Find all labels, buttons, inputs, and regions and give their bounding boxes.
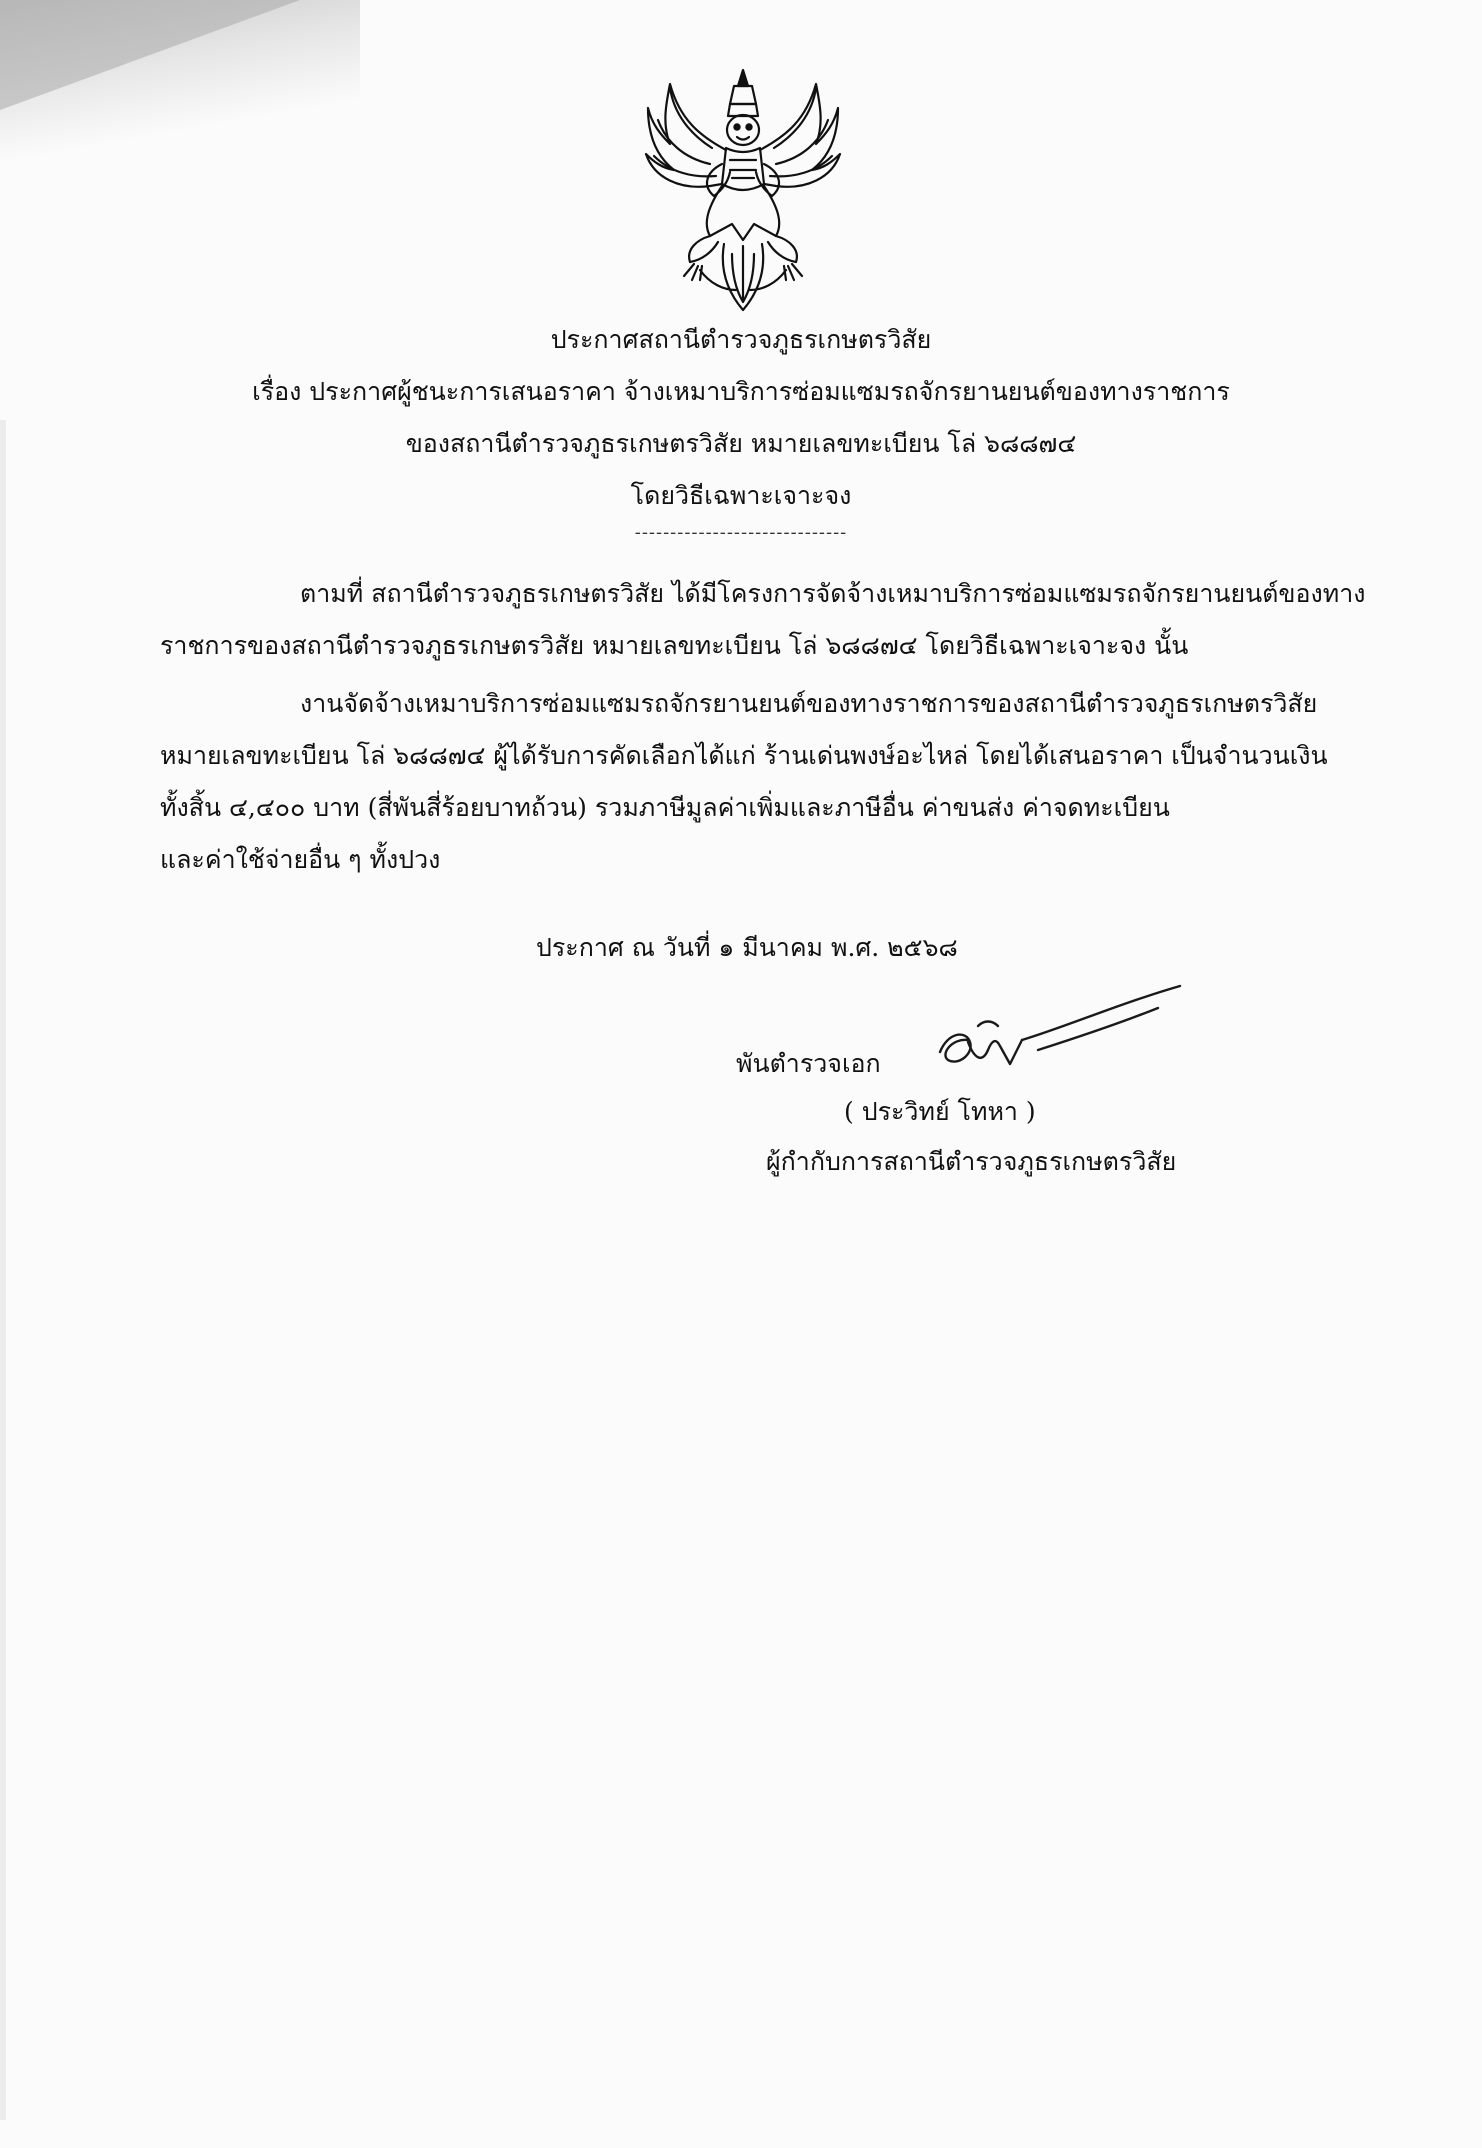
paragraph-2-line-2: หมายเลขทะเบียน โล่ ๖๘๘๗๔ ผู้ได้รับการคัดเลือกได้แก่ ร้านเด่นพงษ์อะไหล่ โดยได้เสนอราคา เป็นจำนวนเงิน bbox=[160, 741, 1328, 770]
paper-edge bbox=[0, 420, 6, 2120]
signatory-name: ( ประวิทย์ โทหา ) bbox=[844, 1097, 1036, 1126]
folded-corner bbox=[0, 0, 300, 110]
paragraph-1-line-1: ตามที่ สถานีตำรวจภูธรเกษตรวิสัย ได้มีโครงการจัดจ้างเหมาบริการซ่อมแซมรถจักรยานยนต์ของทาง bbox=[300, 579, 1366, 608]
signatory-position: ผู้กำกับการสถานีตำรวจภูธรเกษตรวิสัย bbox=[766, 1147, 1177, 1176]
subject-line-3: โดยวิธีเฉพาะเจาะจง bbox=[630, 481, 852, 510]
paragraph-2-line-1: งานจัดจ้างเหมาบริการซ่อมแซมรถจักรยานยนต์ของทางราชการของสถานีตำรวจภูธรเกษตรวิสัย bbox=[300, 689, 1318, 718]
signatory-rank: พันตำรวจเอก bbox=[736, 1049, 881, 1078]
garuda-emblem-icon bbox=[640, 64, 846, 320]
paragraph-2-line-3: ทั้งสิ้น ๔,๔๐๐ บาท (สี่พันสี่ร้อยบาทถ้วน) รวมภาษีมูลค่าเพิ่มและภาษีอื่น ค่าขนส่ง ค่าจดทะเบียน bbox=[160, 793, 1170, 822]
office-title: ประกาศสถานีตำรวจภูธรเกษตรวิสัย bbox=[550, 325, 932, 354]
announcement-date: ประกาศ ณ วันที่ ๑ มีนาคม พ.ศ. ๒๕๖๘ bbox=[536, 933, 958, 962]
heading-divider: ------------------------------ bbox=[634, 522, 848, 543]
paragraph-1-line-2: ราชการของสถานีตำรวจภูธรเกษตรวิสัย หมายเลขทะเบียน โล่ ๖๘๘๗๔ โดยวิธีเฉพาะเจาะจง นั้น bbox=[160, 631, 1189, 660]
subject-line-1: เรื่อง ประกาศผู้ชนะการเสนอราคา จ้างเหมาบริการซ่อมแซมรถจักรยานยนต์ของทางราชการ bbox=[252, 377, 1230, 406]
paragraph-2-line-4: และค่าใช้จ่ายอื่น ๆ ทั้งปวง bbox=[160, 845, 441, 874]
handwritten-signature bbox=[918, 980, 1188, 1090]
subject-line-2: ของสถานีตำรวจภูธรเกษตรวิสัย หมายเลขทะเบียน โล่ ๖๘๘๗๔ bbox=[405, 429, 1077, 458]
